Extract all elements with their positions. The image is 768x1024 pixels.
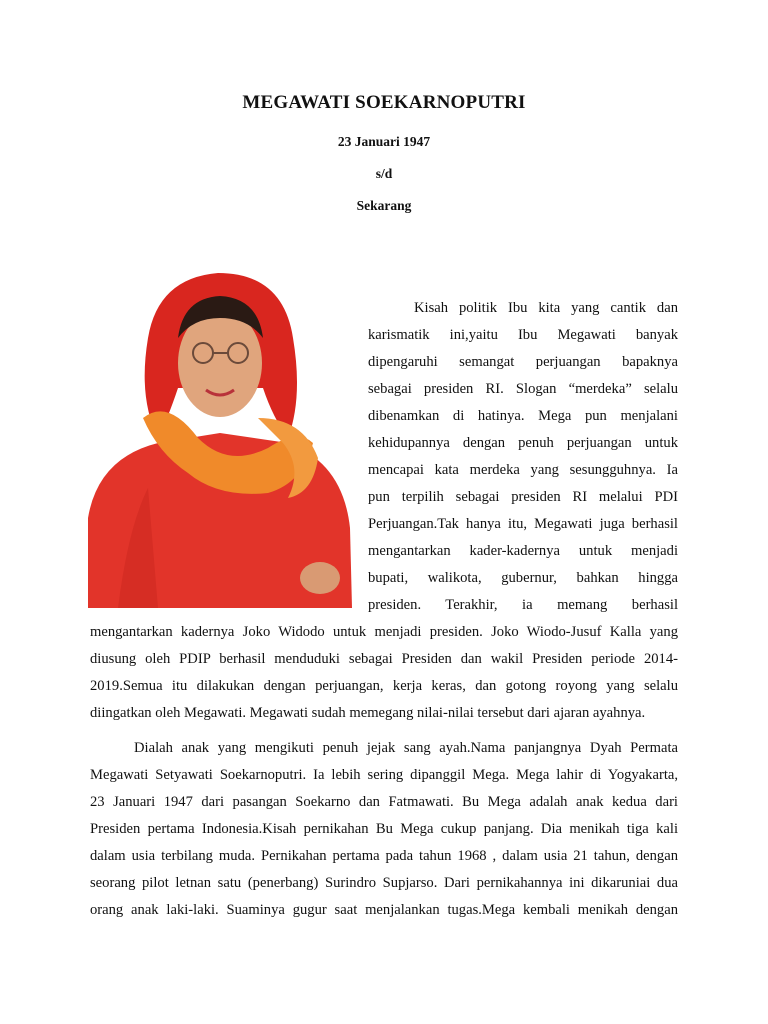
- paragraph1-line: presiden. Terakhir, ia memang berhasil: [368, 597, 678, 613]
- date-range-separator: s/d: [375, 166, 393, 181]
- paragraph2-line: Dialah anak yang mengikuti penuh jejak sang ayah.Nama panjangnya Dyah Permata: [134, 740, 678, 756]
- paragraph1-line: kehidupannya dengan penuh perjuangan untuk: [368, 435, 678, 451]
- paragraph1-line: dibenamkan di hatinya. Mega pun menjalani: [368, 408, 678, 424]
- portrait-photo: [88, 268, 352, 608]
- document-title: MEGAWATI SOEKARNOPUTRI: [242, 92, 526, 113]
- paragraph1-line: mengantarkan kader-kadernya untuk menjadi: [368, 543, 678, 559]
- paragraph2-line: Presiden pertama Indonesia.Kisah pernikahan Bu Mega cukup panjang. Dia menikah tiga kali: [90, 821, 678, 837]
- end-date: Sekarang: [356, 198, 412, 213]
- paragraph1-line: diingatkan oleh Megawati. Megawati sudah memegang nilai-nilai tersebut dari ajaran ayahnya.: [90, 705, 646, 721]
- paragraph2-line: seorang pilot letnan satu (penerbang) Surindro Supjarso. Dari pernikahannya ini dikaruniai dua: [90, 875, 678, 891]
- paragraph2-line: 23 Januari 1947 dari pasangan Soekarno dan Fatmawati. Bu Mega adalah anak kedua dari: [90, 794, 678, 810]
- paragraph1-line: dipengaruhi semangat perjuangan bapaknya: [368, 354, 678, 370]
- paragraph2-line: Megawati Setyawati Soekarnoputri. Ia lebih sering dipanggil Mega. Mega lahir di Yogyakarta,: [90, 767, 678, 783]
- paragraph1-line: sebagai presiden RI. Slogan “merdeka” selalu: [368, 381, 678, 397]
- paragraph1-line: karismatik ini,yaitu Ibu Megawati banyak: [368, 327, 678, 343]
- paragraph1-line: mengantarkan kadernya Joko Widodo untuk menjadi presiden. Joko Wiodo-Jusuf Kalla yang: [90, 624, 678, 640]
- paragraph1-line: mencapai kata merdeka yang sesungguhnya. Ia: [368, 462, 678, 478]
- paragraph1-line: bupati, walikota, gubernur, bahkan hingga: [368, 570, 678, 586]
- paragraph1-line: diusung oleh PDIP berhasil menduduki sebagai Presiden dan wakil Presiden periode 2014-: [90, 651, 678, 667]
- paragraph1-line: Perjuangan.Tak hanya itu, Megawati juga berhasil: [368, 516, 678, 532]
- paragraph1-line: pun terpilih sebagai presiden RI melalui PDI: [368, 489, 678, 505]
- paragraph1-line: 2019.Semua itu dilakukan dengan perjuangan, kerja keras, dan gotong royong yang selalu: [90, 678, 678, 694]
- paragraph2-line: dalam usia terbilang muda. Pernikahan pertama pada tahun 1968 , dalam usia 21 tahun, dengan: [90, 848, 678, 864]
- paragraph1-line: Kisah politik Ibu kita yang cantik dan: [414, 300, 678, 316]
- portrait-photo-icon: [88, 268, 352, 608]
- paragraph2-line: orang anak laki-laki. Suaminya gugur saat menjalankan tugas.Mega kembali menikah dengan: [90, 902, 678, 918]
- birth-date: 23 Januari 1947: [337, 134, 431, 149]
